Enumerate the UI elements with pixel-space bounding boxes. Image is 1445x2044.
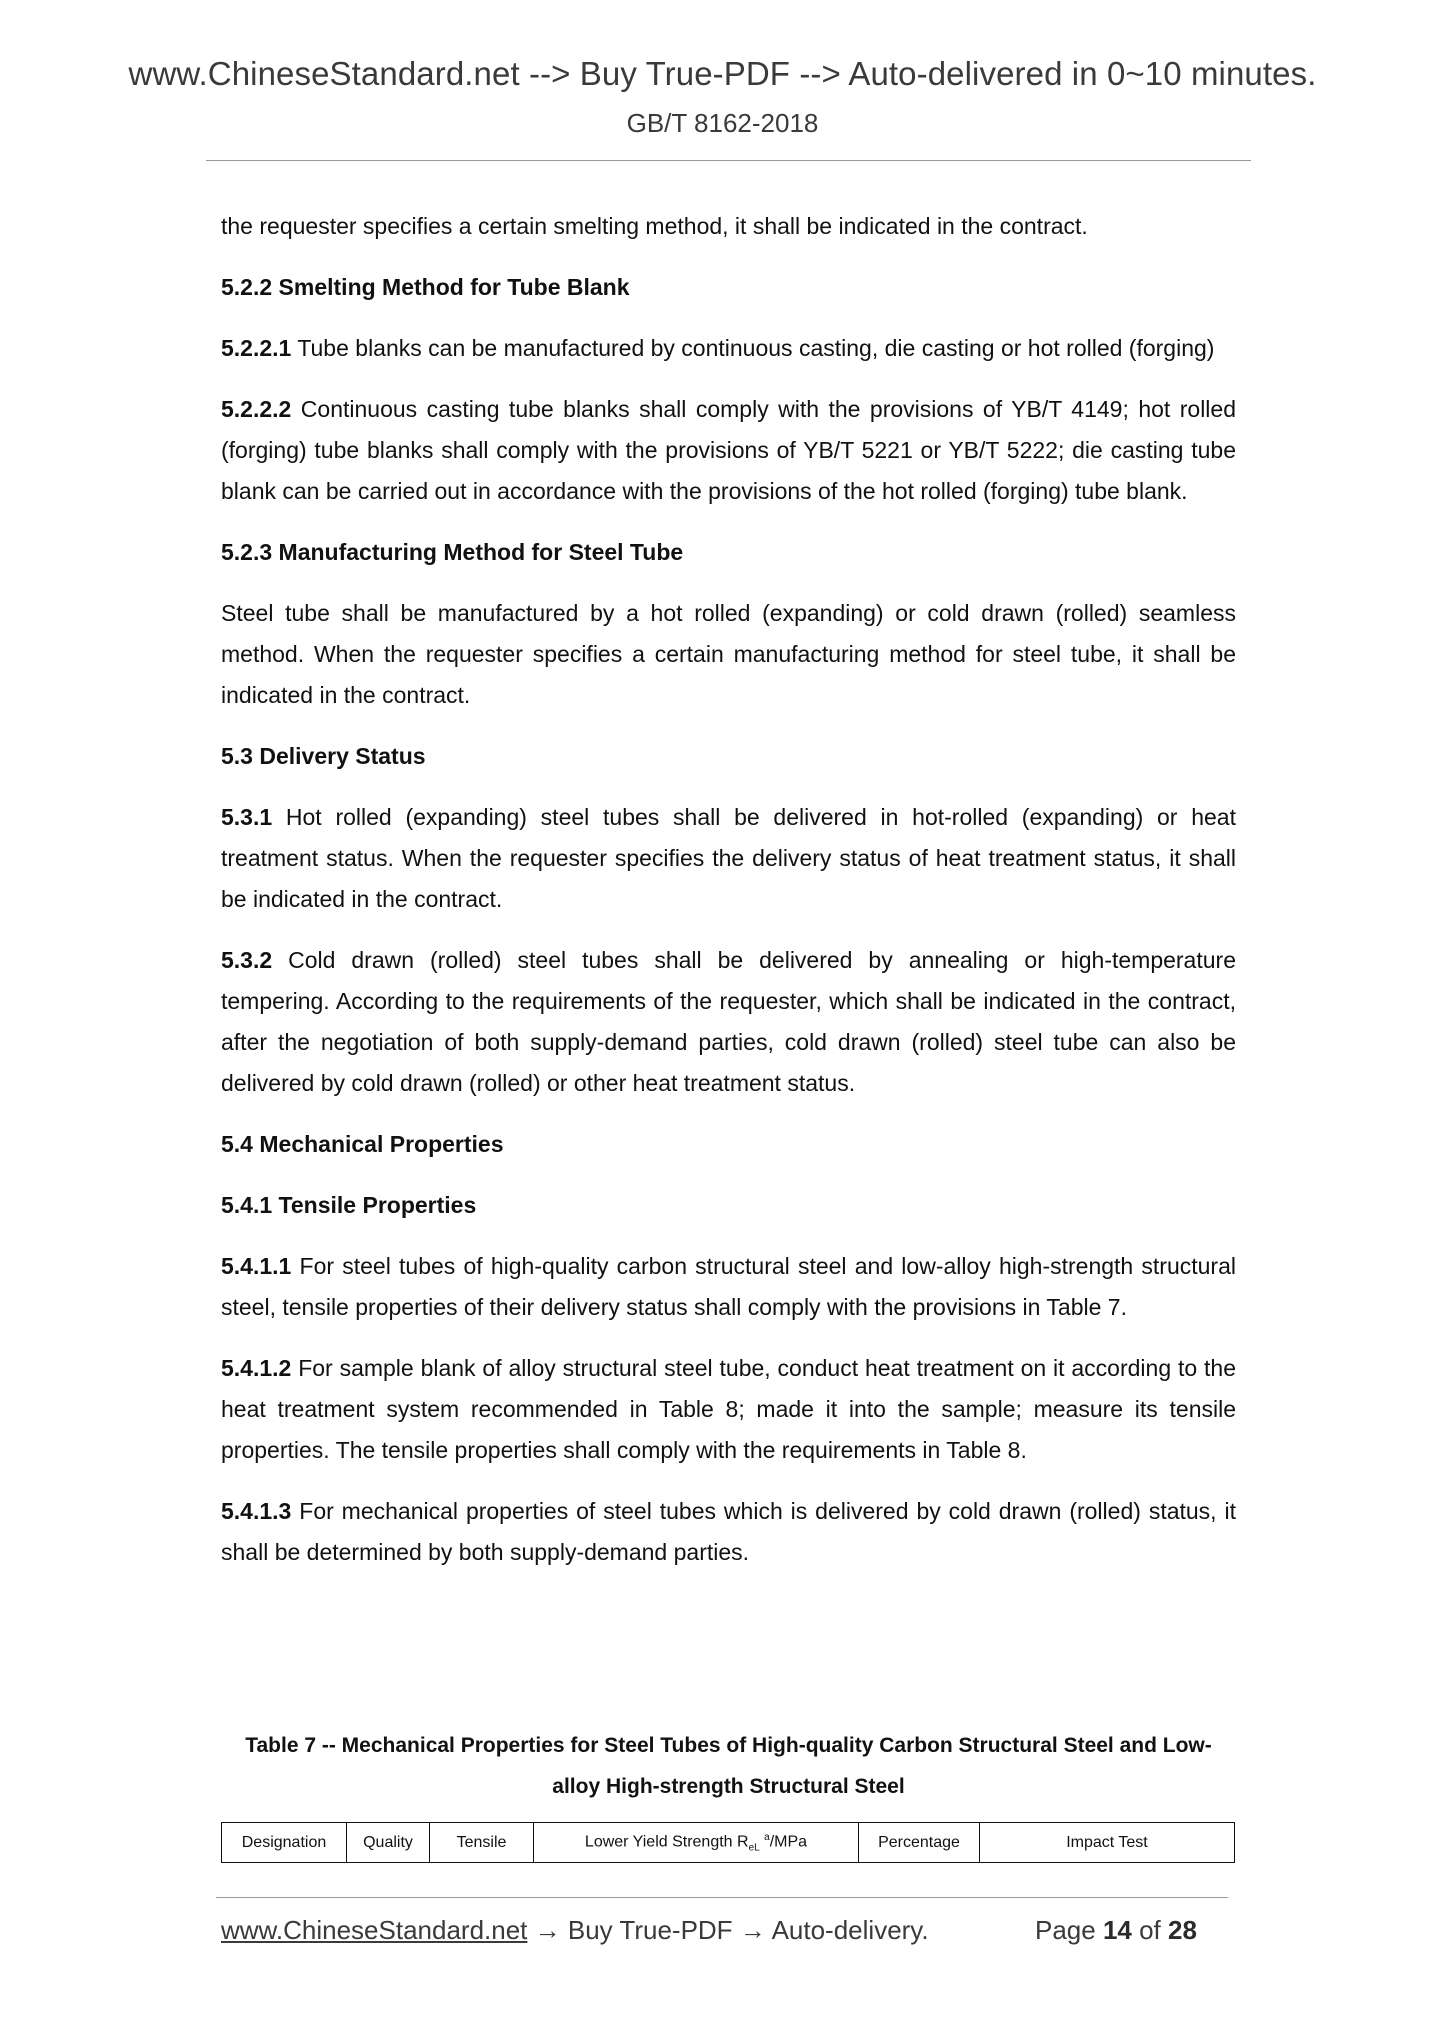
clause-5-4-1-1 xyxy=(221,1246,1236,1328)
clause-5-4-1-3 xyxy=(221,1491,1236,1573)
clause-text: For mechanical properties of steel tubes which is delivered by cold drawn (rolled) status, it shall be determined by both supply-demand parties. xyxy=(221,1498,1236,1565)
table-7 xyxy=(221,1822,1235,1863)
clause-text: For steel tubes of high-quality carbon structural steel and low-alloy high-strength structural steel, tensile properties of their delivery status shall comply with the provisions in Table 7. xyxy=(221,1253,1236,1320)
clause-number: 5.4.1.3 xyxy=(221,1498,292,1524)
clause-5-4-1-2 xyxy=(221,1348,1236,1471)
clause-5-3-2 xyxy=(221,940,1236,1104)
clause-text: Continuous casting tube blanks shall comply with the provisions of YB/T 4149; hot rolled (forging) tube blanks shall comply with the provisions of YB/T 5221 or YB/T 5222; die casting tube blank can be carried out in accordance with the provisions of the hot rolled (forging) tube blank. xyxy=(221,396,1236,504)
body-content xyxy=(221,206,1236,1593)
yield-label: Lower Yield Strength R xyxy=(584,1833,749,1851)
header-divider xyxy=(206,160,1251,161)
clause-text: Hot rolled (expanding) steel tubes shall be delivered in hot-rolled (expanding) or heat treatment status. When the requester specifies the delivery status of heat treatment status, it shall be indicated in the contract. xyxy=(221,804,1236,912)
clause-number: 5.2.2.1 xyxy=(221,335,292,361)
section-heading-5-2-2: 5.2.2 Smelting Method for Tube Blank xyxy=(221,274,630,300)
current-page-number: 14 xyxy=(1102,1915,1132,1945)
header-cell-impact-test: Impact Test xyxy=(980,1823,1235,1863)
document-id: GB/T 8162-2018 xyxy=(626,108,819,138)
clause-number: 5.3.1 xyxy=(221,804,273,830)
total-pages-number: 28 xyxy=(1168,1915,1197,1945)
paragraph-5-2-3: Steel tube shall be manufactured by a hot rolled (expanding) or cold drawn (rolled) seamless method. When the requester specifies a certain manufacturing method for steel tube, it shall be indicated in the contract. xyxy=(221,600,1236,708)
header-cell-tensile: Tensile xyxy=(430,1823,534,1863)
footer-links xyxy=(221,1915,929,1946)
clause-number: 5.3.2 xyxy=(221,947,273,973)
clause-text: For sample blank of alloy structural steel tube, conduct heat treatment on it according to the heat treatment system recommended in Table 8; made it into the sample; measure its tensile properties. The tensile properties shall comply with the requirements in Table 8. xyxy=(221,1355,1236,1463)
header-cell-designation: Designation xyxy=(222,1823,347,1863)
table-caption-line-2: alloy High-strength Structural Steel xyxy=(552,1775,905,1798)
header-cell-lower-yield-strength xyxy=(534,1823,859,1863)
footer-divider xyxy=(216,1897,1228,1898)
clause-number: 5.2.2.2 xyxy=(221,396,292,422)
header-cell-quality: Quality xyxy=(347,1823,430,1863)
page-of-label: of xyxy=(1131,1915,1169,1945)
clause-text: Tube blanks can be manufactured by continuous casting, die casting or hot rolled (forging) xyxy=(291,335,1215,361)
section-heading-5-4-1: 5.4.1 Tensile Properties xyxy=(221,1192,477,1218)
yield-subscript: eL xyxy=(748,1842,760,1854)
section-heading-5-3: 5.3 Delivery Status xyxy=(221,743,426,769)
table-caption xyxy=(221,1725,1236,1807)
yield-unit: /MPa xyxy=(769,1833,808,1851)
footer-site-link[interactable]: www.ChineseStandard.net xyxy=(221,1915,528,1945)
page-label: Page xyxy=(1035,1915,1103,1945)
header-title: www.ChineseStandard.net --> Buy True-PDF --> Auto-delivered in 0~10 minutes. xyxy=(128,55,1317,92)
table-caption-line-1: Table 7 -- Mechanical Properties for Steel Tubes of High-quality Carbon Structural Steel and Low- xyxy=(245,1734,1212,1757)
clause-text: Cold drawn (rolled) steel tubes shall be delivered by annealing or high-temperature tempering. According to the requirements of the requester, which shall be indicated in the contract, after the negotiation of both supply-demand parties, cold drawn (rolled) steel tube can also be delivered by cold drawn (rolled) or other heat treatment status. xyxy=(221,947,1236,1096)
section-heading-5-2-3: 5.2.3 Manufacturing Method for Steel Tube xyxy=(221,539,684,565)
clause-number: 5.4.1.2 xyxy=(221,1355,292,1381)
clause-number: 5.4.1.1 xyxy=(221,1253,292,1279)
footer-tagline: → Buy True-PDF → Auto-delivery. xyxy=(527,1915,929,1945)
yield-superscript: a xyxy=(764,1831,770,1843)
header-cell-percentage: Percentage xyxy=(859,1823,980,1863)
section-heading-5-4: 5.4 Mechanical Properties xyxy=(221,1131,504,1157)
page-counter xyxy=(1035,1915,1197,1946)
clause-5-2-2-1 xyxy=(221,328,1236,369)
paragraph-continuation: the requester specifies a certain smelting method, it shall be indicated in the contract. xyxy=(221,213,1088,239)
clause-5-3-1 xyxy=(221,797,1236,920)
clause-5-2-2-2 xyxy=(221,389,1236,512)
table-header-row xyxy=(222,1823,1235,1863)
